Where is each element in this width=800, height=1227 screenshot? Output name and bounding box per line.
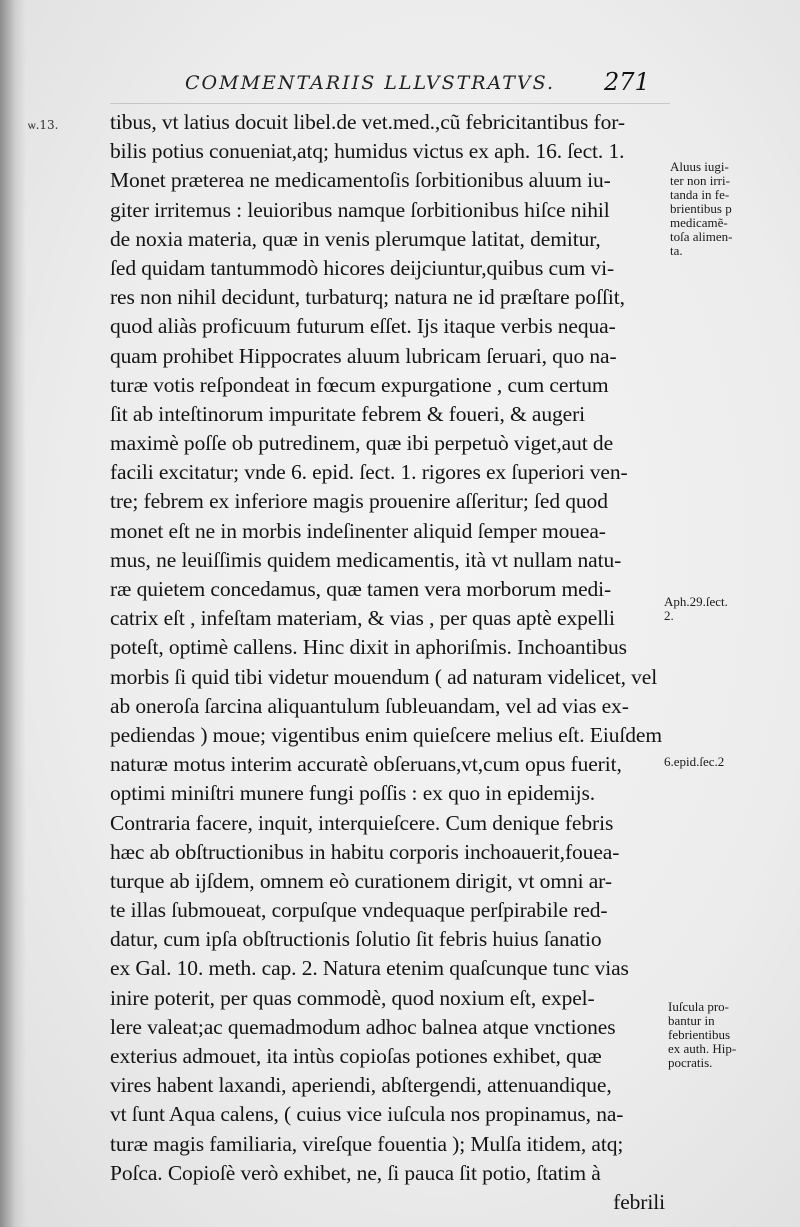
text-line: catrix eſt , infeſtam materiam, & vias , per quas aptè expelli (110, 606, 615, 631)
side-note-line: Iuſcula pro- (668, 999, 730, 1014)
text-line: pediendas ) moue; vigentibus enim quieſcere melius eſt. Eiuſdem (110, 722, 662, 747)
text-line: optimi miniſtri munere fungi poſſis : ex quo in epidemijs. (110, 781, 596, 806)
text-line: inire poterit, per quas commodè, quod noxium eſt, expel- (110, 985, 595, 1010)
text-line: turque ab ijſdem, omnem eò curationem dirigit, vt omni ar- (110, 868, 612, 893)
text-line: Monet præterea ne medicamentoſis ſorbitionibus aluum iu- (110, 168, 611, 193)
side-note-line: pocratis. (668, 1055, 713, 1070)
side-note-line: medicamẽ- (670, 215, 728, 230)
text-line: ſed quidam tantummodò hicores deijciuntur,quibus cum vi- (110, 255, 615, 280)
side-note-line: ex auth. Hip- (668, 1041, 737, 1056)
side-note-line: ter non irri- (670, 173, 730, 188)
text-line: giter irritemus : leuioribus namque ſorbitionibus hiſce nihil (110, 197, 610, 222)
side-note-line: Aph.29.ſect. (664, 594, 728, 609)
text-line: ex Gal. 10. meth. cap. 2. Natura etenim quaſcunque tunc vias (110, 956, 629, 981)
text-line: facili excitatur; vnde 6. epid. ſect. 1. rigores ex ſuperiori ven- (110, 460, 628, 485)
text-line: ab oneroſa ſarcina aliquantulum ſubleuandam, vel ad vias ex- (110, 693, 629, 718)
text-line: tre; febrem ex inferiore magis prouenire aſſeritur; ſed quod (110, 489, 608, 514)
side-note-line: tanda in fe- (670, 187, 730, 202)
side-note-line: toſa alimen- (670, 229, 733, 244)
side-note-line: 6.epid.ſec.2 (664, 754, 725, 769)
text-line: tibus, vt latius docuit libel.de vet.med.,cũ febricitantibus for- (110, 110, 625, 134)
text-line: datur, cum ipſa obſtructionis ſolutio ſit febris huius ſanatio (110, 927, 602, 952)
text-line: vt ſunt Aqua calens, ( cuius vice iuſcula nos propinamus, na- (110, 1102, 624, 1127)
text-line: te illas ſubmoueat, corpuſque vndequaque perſpirabile red- (110, 898, 608, 923)
text-line: maximè poſſe ob putredinem, quæ ibi perpetuò viget,aut de (110, 431, 614, 456)
side-note-line: febrientibus (668, 1027, 731, 1042)
side-note-line: bantur in (668, 1013, 715, 1028)
catchword: febrili (613, 1189, 665, 1214)
text-line: bilis potius conueniat,atq; humidus victus ex aph. 16. ſect. 1. (110, 139, 625, 164)
text-line: monet eſt ne in morbis indeſinenter aliquid ſemper mouea- (110, 518, 606, 543)
main-text-block (110, 108, 665, 1217)
side-note-line: 2. (664, 608, 674, 623)
text-line: ſit ab inteſtinorum impuritate febrem & foueri, & augeri (110, 401, 586, 426)
text-line: de noxia materia, quæ in venis plerumque latitat, demitur, (110, 226, 601, 251)
text-line: lere valeat;ac quemadmodum adhoc balnea atque vnctiones (110, 1014, 616, 1039)
text-line: ræ quietem concedamus, quæ tamen vera morborum medi- (110, 577, 612, 601)
text-line: turæ magis familiaria, vireſque fouentia ); Mulſa itidem, atq; (110, 1131, 624, 1156)
text-line: poteſt, optimè callens. Hinc dixit in aphoriſmis. Inchoantibus (110, 635, 627, 660)
text-line: hæc ab obſtructionibus in habitu corporis inchoauerit,fouea- (110, 839, 620, 864)
text-line: Contraria facere, inquit, interquieſcere. Cum denique febris (110, 810, 614, 835)
side-note-iuscula (668, 1000, 768, 1070)
left-margin-mark: ѡ.13. (28, 118, 59, 132)
gutter-shadow (0, 0, 26, 1227)
running-title: COMMENTARIIS LLLVSTRATVS. (185, 72, 556, 94)
text-line: vires habent laxandi, aperiendi, abſtergendi, attenuandique, (110, 1073, 612, 1098)
text-line: exterius admouet, ita intùs copioſas potiones exhibet, quæ (110, 1044, 602, 1068)
text-line: morbis ſi quid tibi videtur mouendum ( ad naturam videlicet, vel (110, 664, 658, 689)
text-line: res non nihil decidunt, turbaturq; natura ne id præſtare poſſit, (110, 285, 625, 310)
text-line: mus, ne leuiſſimis quidem medicamentis, ità vt nullam natu- (110, 547, 622, 572)
side-note-line: brientibus p (670, 201, 732, 216)
text-line: Poſca. Copioſè verò exhibet, ne, ſi pauca ſit potio, ſtatim à (110, 1160, 601, 1185)
side-note-line: Aluus iugi- (670, 159, 729, 174)
text-line: turæ votis reſpondeat in fœcum expurgatione , cum certum (110, 372, 609, 397)
side-note-aluus (670, 160, 770, 258)
header-rule (110, 103, 670, 104)
side-note-line: ta. (670, 243, 683, 258)
page-number: 271 (604, 68, 650, 96)
side-note-aph29 (664, 595, 764, 623)
text-line: quod aliàs proficuum futurum eſſet. Ijs itaque verbis nequa- (110, 314, 616, 339)
text-line: naturæ motus interim accuratè obſeruans,vt,cum opus fuerit, (110, 752, 622, 777)
text-line: quam prohibet Hippocrates aluum lubricam ſeruari, quo na- (110, 343, 617, 368)
side-note-epid (664, 755, 764, 769)
